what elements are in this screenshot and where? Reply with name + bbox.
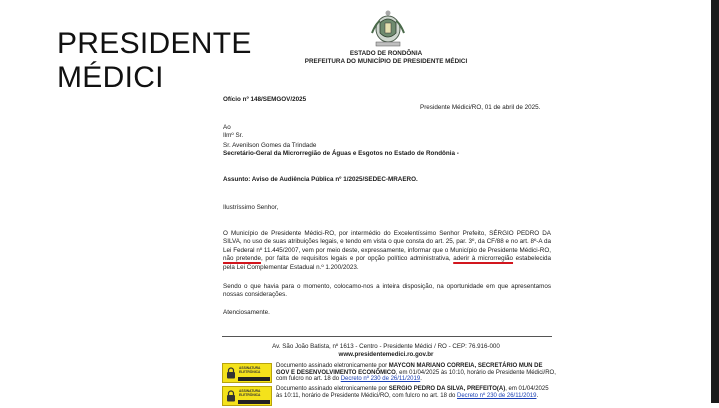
letter-greeting: Ilustríssimo Senhor, — [223, 204, 279, 211]
coat-of-arms-icon — [366, 9, 410, 49]
signature-text-1: Documento assinado eletronicamente por MAYCON MARIANO CORREIA, SECRETÁRIO MUN DE GOV E DESENVOLVIMENTO ECONÔMICO, em 01/04/2025 às 10:10, horário de Presidente Médici/RO, com fulcro no art. 18 do Decreto nº 230 de 26/11/2019. — [276, 363, 556, 383]
stamp-text: ASSINATURA ELETRÔNICA — [239, 366, 261, 374]
signature-text-2: Documento assinado eletronicamente por SERGIO PEDRO DA SILVA, PREFEITO(A), em 01/04/2025 às 10:11, horário de Presidente Médici/RO, com fulcro no art. 18 do Decreto nº 230 de 26/11/2019. — [276, 386, 549, 399]
body-text-2: , por falta de requisitos legais e por opção político administrativa, — [260, 255, 454, 263]
stamp-bar — [238, 377, 270, 381]
lock-icon — [226, 367, 236, 379]
letter-to-label: Ao — [223, 124, 231, 131]
letter-reference: Ofício nº 148/SEMGOV/2025 — [223, 96, 307, 103]
lock-icon — [226, 390, 236, 402]
recipient-role: Secretário-Geral da Microrregião de Águas e Esgotos no Estado de Rondônia - — [223, 150, 459, 157]
letterhead-state: ESTADO DE RONDÔNIA — [349, 50, 423, 57]
sign-off: Atenciosamente. — [223, 309, 270, 316]
letter-salutation-short: Ilmº Sr. — [223, 132, 244, 139]
highlight-aderir: aderir à microrregião — [453, 255, 514, 263]
letter-date: Presidente Médici/RO, 01 de abril de 2025. — [420, 104, 541, 111]
overlay-title-line2: MÉDICI — [57, 61, 164, 94]
signer-name-2: SERGIO PEDRO DA SILVA, PREFEITO(A) — [388, 386, 506, 392]
electronic-signature-stamp — [222, 363, 272, 383]
electronic-signature-stamp — [222, 386, 272, 406]
letterhead-office: PREFEITURA DO MUNICÍPIO DE PRESIDENTE MÉDICI — [304, 58, 468, 65]
recipient-name: Sr. Avenilson Gomes da Trindade — [223, 142, 317, 149]
stamp-bar — [238, 400, 270, 404]
footer-website: www.presidentemedici.ro.gov.br — [338, 351, 434, 358]
window-edge-bar — [711, 0, 719, 403]
signature-block-2 — [222, 386, 554, 408]
signer-name-1: MAYCON MARIANO CORREIA, SECRETÁRIO MUN DE GOV E DESENVOLVIMENTO ECONÔMICO — [276, 363, 543, 376]
letter-subject: Assunto: Aviso de Audiência Pública nº 1/2025/SEDEC-MRAERO. — [223, 176, 418, 183]
highlight-nao-pretende: não pretende — [223, 255, 261, 263]
footer-divider — [222, 336, 552, 337]
decree-link-2[interactable]: Decreto nº 230 de 26/11/2019 — [456, 392, 537, 399]
letter-body — [223, 230, 551, 272]
overlay-title-line1: PRESIDENTE — [57, 27, 252, 60]
closing-paragraph: Sendo o que havia para o momento, colocamo-nos a inteira disposição, na oportunidade em que apresentamos nossas considerações. — [223, 283, 551, 299]
footer-address: Av. São João Batista, nº 1613 - Centro - Presidente Médici / RO - CEP: 76.916-000 — [272, 343, 500, 350]
body-text-1: O Município de Presidente Médici-RO, por intermédio do Excelentíssimo Senhor Prefeito, SÉRGIO PEDRO DA SILVA, no uso de suas atribuições legais, e tendo em vista o que consta do art. 25, par. 3º, da CF/88 e no art. 8º-A da Lei Federal nº 11.445/2007, vem por meio deste, expressamente, informar que o Município de Presidente Médici-RO, — [223, 230, 551, 254]
decree-link-1[interactable]: Decreto nº 230 de 26/11/2019 — [340, 376, 421, 383]
body-text-3: estabelecida pela Lei Complementar Estadual n.º 1.200/2023. — [223, 255, 552, 271]
stamp-text: ASSINATURA ELETRÔNICA — [239, 389, 261, 397]
signature-block-1 — [222, 363, 554, 385]
